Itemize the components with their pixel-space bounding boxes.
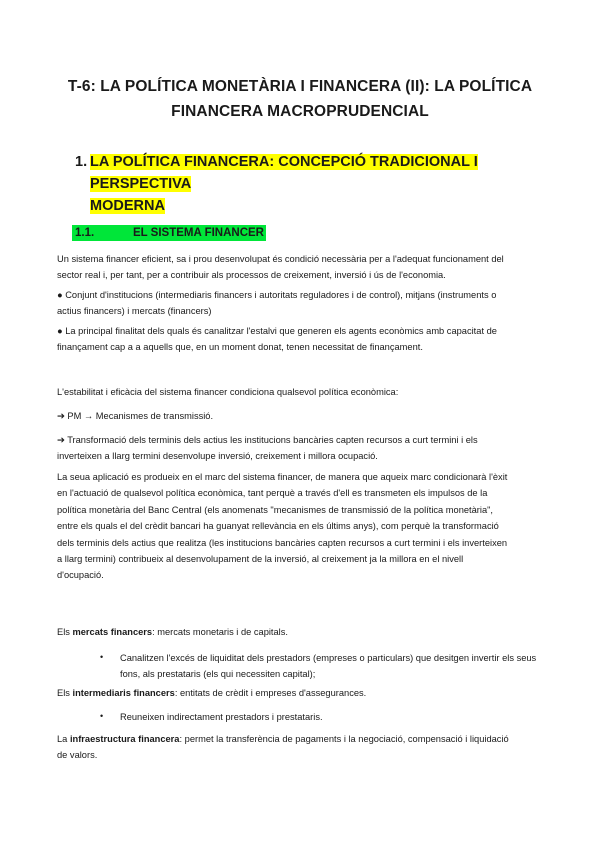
text-run: : entitats de crèdit i empreses d'assegurances. (174, 688, 367, 698)
term-financial-markets: mercats financers (72, 627, 153, 637)
paragraph-infrastructure (57, 731, 545, 764)
text-run: : mercats monetaris i de capitals. (152, 627, 288, 637)
subsection-title: EL SISTEMA FINANCER (133, 227, 264, 239)
section-heading-1 (75, 151, 555, 217)
text-line: actius financers) i mercats (financers) (57, 306, 212, 317)
text-line: política monetària del Banc Central (els anomenats "mecanismes de transmissió de la política monetària", (57, 504, 494, 515)
text-line: en l'actuació de qualsevol política econòmica, tant perquè a través d'ell es transmeten els impulsos de la (57, 488, 488, 499)
paragraph-intro (57, 251, 545, 284)
text-line: La seua aplicació es produeix en el marc del sistema financer, de manera que aqueix marc condicionarà l'èxit (57, 472, 508, 482)
page-title (60, 74, 540, 124)
text-line: dels terminis dels actius que realitza (les institucions bancàries capten recursos a curt termini i els inverteixen (57, 537, 508, 548)
text-line: Reuneixen indirectament prestadors i prestataris. (120, 712, 323, 722)
subsection-heading-1-1 (72, 225, 266, 241)
term-financial-infrastructure: infraestructura financera (69, 734, 180, 744)
section-title-line-2: MODERNA (90, 198, 165, 214)
term-financial-intermediaries: intermediaris financers (72, 688, 175, 698)
page-title-line-2: FINANCERA MACROPRUDENCIAL (171, 103, 429, 120)
paragraph-application (57, 469, 545, 584)
paragraph-intermediaries (57, 685, 545, 701)
text-line: d'ocupació. (57, 570, 104, 581)
text-line: ● Conjunt d'institucions (intermediaris financers i autoritats reguladores i de control), mitjans (instruments o (57, 290, 497, 300)
text-run: La (57, 734, 70, 744)
list-item-intermediaries (120, 709, 545, 725)
text-line: ➔ PM → Mecanismes de transmissió. (57, 411, 214, 421)
text-line: a llarg termini) contribueix al desenvolupament de la inversió, al creixement ja la millora en el nivell (57, 554, 464, 565)
text-line: Un sistema financer eficient, sa i prou desenvolupat és condició necessària per a l'adequat funcionament del (57, 254, 504, 264)
bullet-icon: • (100, 711, 104, 721)
text-line: L'estabilitat i eficàcia del sistema financer condiciona qualsevol política econòmica: (57, 387, 399, 397)
text-line: entre els quals el del crèdit bancari ha guanyat rellevància en els últims anys), com perquè la transformació (57, 521, 499, 532)
text-line: Canalitzen l'excés de liquiditat dels prestadors (empreses o particulars) que desitgen invertir els seus (120, 653, 537, 663)
paragraph-financial-markets (57, 624, 545, 640)
paragraph-purpose (57, 323, 545, 356)
paragraph-definition (57, 287, 545, 320)
text-line: ➔ Transformació dels terminis dels actius les institucions bancàries capten recursos a curt termini i els (57, 435, 478, 445)
text-line: fons, als prestataris (els qui necessiten capital); (120, 669, 316, 680)
subsection-number: 1.1. (75, 227, 95, 239)
text-run: Els (57, 627, 73, 637)
paragraph-pm-arrow (57, 408, 545, 424)
section-number: 1. (75, 154, 88, 170)
text-line: de valors. (57, 750, 98, 761)
paragraph-maturity-transformation (57, 432, 545, 465)
text-line: sector real i, per tant, per a contribuir als processos de creixement, inversió i ús de l'economia. (57, 270, 446, 281)
paragraph-stability (57, 384, 545, 400)
text-run: Els (57, 688, 73, 698)
text-run: : permet la transferència de pagaments i la negociació, compensació i liquidació (179, 734, 509, 744)
section-title-line-1: LA POLÍTICA FINANCERA: CONCEPCIÓ TRADICIONAL I PERSPECTIVA (90, 154, 478, 192)
text-line: inverteixen a llarg termini desenvolupe inversió, creixement i millora ocupació. (57, 451, 378, 462)
bullet-icon: • (100, 652, 104, 662)
page-title-line-1: T-6: LA POLÍTICA MONETÀRIA I FINANCERA (II): LA POLÍTICA (67, 78, 533, 95)
text-line: ● La principal finalitat dels quals és canalitzar l'estalvi que generen els agents econòmics amb capacitat de (57, 326, 497, 336)
text-line: finançament cap a a aquells que, en un moment donat, tenen necessitat de finançament. (57, 342, 423, 353)
list-item-markets (120, 650, 545, 683)
